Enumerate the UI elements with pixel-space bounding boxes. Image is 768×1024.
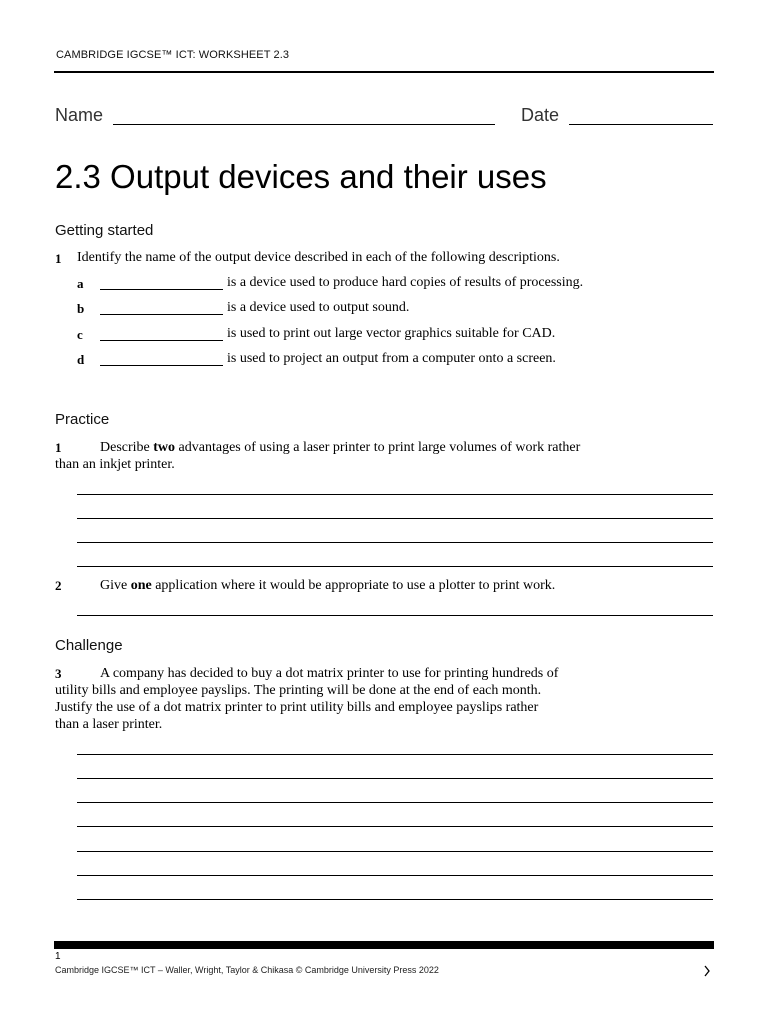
answer-line[interactable] <box>77 826 713 827</box>
footer-bar <box>54 941 714 949</box>
footer-credit: Cambridge IGCSE™ ICT – Waller, Wright, Taylor & Chikasa © Cambridge University Press 2022 <box>55 965 439 975</box>
sub-item-text: is used to print out large vector graphics suitable for CAD. <box>227 326 556 341</box>
question-text-continued: than a laser printer. <box>55 717 163 732</box>
question-number: 3 <box>55 666 62 681</box>
answer-blank[interactable] <box>100 340 223 341</box>
date-field-line[interactable] <box>569 124 713 125</box>
section-heading-challenge: Challenge <box>55 637 123 654</box>
name-field-line[interactable] <box>113 124 495 125</box>
sub-item-letter: b <box>77 301 85 316</box>
answer-line[interactable] <box>77 518 713 519</box>
answer-line[interactable] <box>77 754 713 755</box>
answer-line[interactable] <box>77 615 713 616</box>
question-number: 1 <box>55 251 62 266</box>
question-text: Identify the name of the output device described in each of the following descriptions. <box>77 250 560 265</box>
question-number: 2 <box>55 578 62 593</box>
answer-line[interactable] <box>77 778 713 779</box>
answer-blank[interactable] <box>100 365 223 366</box>
question-text-continued: than an inkjet printer. <box>55 457 175 472</box>
section-heading-practice: Practice <box>55 411 110 428</box>
chevron-right-icon[interactable] <box>700 963 714 977</box>
answer-line[interactable] <box>77 802 713 803</box>
question-text: A company has decided to buy a dot matrix printer to use for printing hundreds of <box>100 666 559 681</box>
name-label: Name <box>55 105 104 125</box>
sub-item-text: is a device used to produce hard copies of results of processing. <box>227 275 584 290</box>
sub-item-letter: a <box>77 276 84 291</box>
answer-line[interactable] <box>77 494 713 495</box>
sub-item-letter: d <box>77 352 85 367</box>
answer-line[interactable] <box>77 566 713 567</box>
answer-line[interactable] <box>77 875 713 876</box>
question-text-continued: utility bills and employee payslips. The printing will be done at the end of each month. <box>55 683 542 698</box>
sub-item-text: is a device used to output sound. <box>227 300 410 315</box>
answer-line[interactable] <box>77 542 713 543</box>
answer-line[interactable] <box>77 851 713 852</box>
answer-blank[interactable] <box>100 314 223 315</box>
worksheet-header: CAMBRIDGE IGCSE™ ICT: WORKSHEET 2.3 <box>56 49 290 61</box>
question-text: Give one application where it would be appropriate to use a plotter to print work. <box>100 578 556 593</box>
page-title: 2.3 Output devices and their uses <box>55 158 547 195</box>
answer-blank[interactable] <box>100 289 223 290</box>
question-number: 1 <box>55 440 62 455</box>
page-number: 1 <box>55 951 61 962</box>
header-rule <box>54 71 714 73</box>
sub-item-letter: c <box>77 327 83 342</box>
question-text: Describe two advantages of using a laser printer to print large volumes of work rather <box>100 440 581 455</box>
question-text-continued: Justify the use of a dot matrix printer to print utility bills and employee payslips rather <box>55 700 539 715</box>
answer-line[interactable] <box>77 899 713 900</box>
section-heading-getting-started: Getting started <box>55 222 154 239</box>
sub-item-text: is used to project an output from a computer onto a screen. <box>227 351 556 366</box>
date-label: Date <box>521 105 560 125</box>
